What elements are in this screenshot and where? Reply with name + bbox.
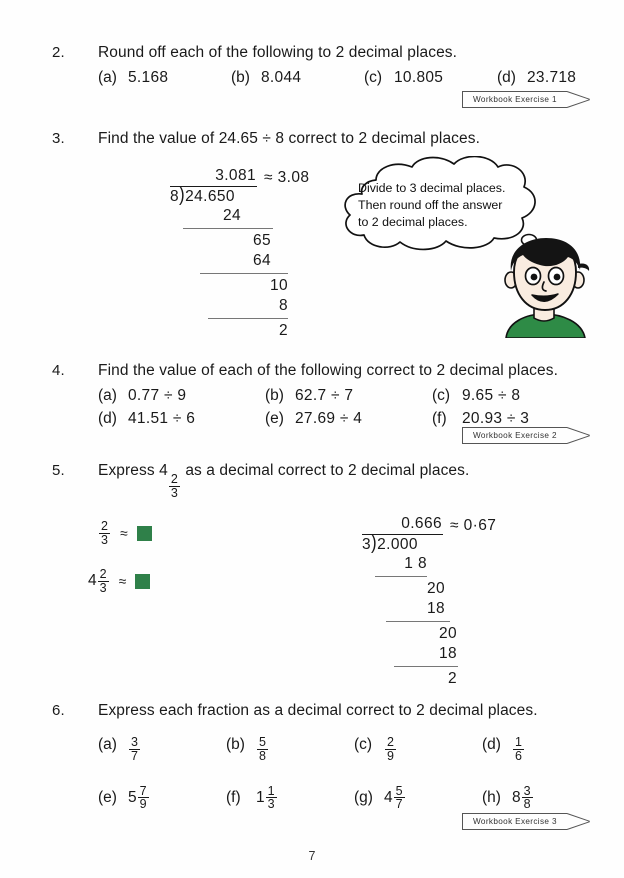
division-step-3: 18 <box>426 600 445 617</box>
fraction-denominator: 3 <box>267 797 275 812</box>
problem-6-number: 6. <box>52 702 65 719</box>
problem-5-prompt-fraction <box>169 473 180 500</box>
item-value: 10.805 <box>394 69 444 86</box>
equation-fraction <box>99 520 110 547</box>
problem-5 <box>52 462 600 500</box>
boy-illustration <box>492 238 600 338</box>
division-rule-2 <box>200 270 288 274</box>
fraction-numerator: 2 <box>101 519 108 533</box>
fraction-numerator: 1 <box>267 783 275 798</box>
quotient-rounded <box>450 517 496 535</box>
item-label: (a) <box>98 736 117 754</box>
item-value <box>128 736 141 763</box>
fraction-denominator: 3 <box>170 485 178 500</box>
problem-3-prompt: Find the value of 24.65 ÷ 8 correct to 2 decimal places. <box>98 130 481 147</box>
approx-symbol: ≈ <box>450 517 459 534</box>
problem-6-item-b <box>226 736 354 763</box>
division-step-5: 8 <box>278 297 288 314</box>
division-rule-3 <box>208 315 288 319</box>
item-label: (b) <box>265 387 284 404</box>
rounded-value: 3.08 <box>277 169 310 186</box>
problem-2-item-c <box>364 69 497 87</box>
item-value <box>512 736 525 763</box>
problem-4-item-c <box>432 387 520 405</box>
problem-4 <box>52 362 600 428</box>
problem-4-item-a <box>98 387 265 405</box>
item-label: (h) <box>482 788 501 806</box>
fraction-denominator: 3 <box>101 532 108 547</box>
item-label: (a) <box>98 69 117 86</box>
item-value <box>384 785 406 812</box>
problem-5-equation-1 <box>98 520 152 547</box>
problem-2 <box>52 44 600 87</box>
division-step-1: 1 8 <box>404 555 427 572</box>
workbook-exercise-banner-1 <box>462 91 589 108</box>
problem-6-item-c <box>354 736 482 763</box>
dividend-value: 2.000 <box>377 536 418 553</box>
problem-5-prompt-after: as a decimal correct to 2 decimal places. <box>185 462 470 479</box>
banner-arrow-icon <box>567 91 589 108</box>
problem-2-number: 2. <box>52 44 65 61</box>
problem-6-items-row-1 <box>98 736 600 763</box>
fraction-denominator: 8 <box>259 748 266 763</box>
division-step-5: 18 <box>438 645 457 662</box>
quotient-value: 3.081 <box>170 167 257 187</box>
problem-5-equation-2 <box>88 568 150 595</box>
item-fraction <box>138 785 149 812</box>
division-step-2: 20 <box>426 580 445 597</box>
item-fraction <box>257 736 268 763</box>
page-number: 7 <box>308 849 316 863</box>
problem-2-item-d <box>497 69 576 87</box>
item-label: (d) <box>497 69 516 86</box>
item-fraction <box>522 785 533 812</box>
item-value: 5.168 <box>128 69 169 86</box>
item-value: 23.718 <box>527 69 577 86</box>
divisor-value: 3 <box>362 536 372 553</box>
fraction-numerator: 2 <box>387 735 394 749</box>
fraction-numerator: 2 <box>99 567 107 581</box>
problem-5-number: 5. <box>52 462 65 479</box>
item-label: (c) <box>364 69 383 86</box>
problem-6-item-f <box>226 785 354 812</box>
item-label: (e) <box>98 788 117 806</box>
item-label: (a) <box>98 387 117 404</box>
problem-3 <box>52 130 600 148</box>
division-rule-2 <box>386 618 450 622</box>
item-fraction <box>266 785 277 812</box>
item-value <box>256 736 269 763</box>
problem-3-number: 3. <box>52 130 65 147</box>
fraction-denominator: 7 <box>131 748 138 763</box>
problem-2-item-b <box>231 69 364 87</box>
answer-blank-2[interactable] <box>135 574 150 589</box>
fraction-numerator: 2 <box>170 472 178 487</box>
fraction-denominator: 8 <box>523 797 531 812</box>
problem-4-item-e <box>265 410 432 428</box>
item-label: (g) <box>354 788 373 806</box>
equation-fraction <box>98 568 109 595</box>
banner-label: Workbook Exercise 2 <box>462 427 567 444</box>
problem-5-prompt-before: Express 4 <box>98 462 168 479</box>
problem-4-item-f <box>432 410 529 428</box>
approx-symbol: ≈ <box>119 525 128 542</box>
problem-6 <box>52 702 600 811</box>
problem-4-number: 4. <box>52 362 65 379</box>
mixed-whole: 1 <box>256 788 265 806</box>
division-step-4: 10 <box>269 277 288 294</box>
banner-arrow-icon <box>567 813 589 830</box>
item-label: (d) <box>482 736 501 754</box>
item-fraction <box>129 736 140 763</box>
answer-blank-1[interactable] <box>137 526 152 541</box>
banner-label: Workbook Exercise 1 <box>462 91 567 108</box>
problem-4-item-d <box>98 410 265 428</box>
dividend-value: 24.650 <box>185 188 235 205</box>
item-value <box>256 785 278 812</box>
item-value <box>128 785 150 812</box>
item-value <box>384 736 397 763</box>
problem-6-prompt: Express each fraction as a decimal correct to 2 decimal places. <box>98 702 538 719</box>
item-label: (e) <box>265 410 284 427</box>
fraction-denominator: 3 <box>99 580 107 595</box>
division-rule-1 <box>375 573 427 577</box>
fraction-numerator: 3 <box>523 783 531 798</box>
item-label: (f) <box>432 410 447 427</box>
item-value: 62.7 ÷ 7 <box>295 387 354 404</box>
division-dividend-row <box>170 183 309 206</box>
division-step-1: 24 <box>222 207 241 224</box>
item-label: (b) <box>226 736 245 754</box>
long-division-q3 <box>170 167 309 340</box>
item-value: 27.69 ÷ 4 <box>295 410 363 427</box>
division-step-3: 64 <box>252 252 271 269</box>
problem-6-items-row-2 <box>98 785 600 812</box>
division-step-4: 20 <box>438 625 457 642</box>
problem-4-prompt: Find the value of each of the following correct to 2 decimal places. <box>98 362 558 379</box>
mixed-whole: 4 <box>88 572 97 590</box>
item-value <box>512 785 534 812</box>
item-value: 0.77 ÷ 9 <box>128 387 187 404</box>
problem-2-prompt: Round off each of the following to 2 decimal places. <box>98 44 458 61</box>
division-step-2: 65 <box>252 232 271 249</box>
item-value: 41.51 ÷ 6 <box>128 410 196 427</box>
division-rule-1 <box>183 225 273 229</box>
division-quotient-row <box>170 167 309 187</box>
division-bracket-icon: ) <box>179 183 186 206</box>
fraction-denominator: 6 <box>515 748 522 763</box>
item-label: (b) <box>231 69 250 86</box>
workbook-exercise-banner-2 <box>462 427 589 444</box>
problem-2-items <box>98 69 600 87</box>
problem-2-item-a <box>98 69 231 87</box>
workbook-exercise-banner-3 <box>462 813 589 830</box>
division-bracket-icon: ) <box>371 531 378 554</box>
fraction-denominator: 7 <box>395 797 403 812</box>
long-division-q5 <box>362 515 496 688</box>
item-fraction <box>385 736 396 763</box>
fraction-numerator: 1 <box>515 735 522 749</box>
item-fraction <box>394 785 405 812</box>
problem-6-item-d <box>482 736 525 763</box>
bubble-line-3: to 2 decimal places. <box>358 215 468 229</box>
fraction-numerator: 5 <box>395 783 403 798</box>
fraction-numerator: 7 <box>139 783 147 798</box>
division-dividend-row <box>362 531 496 554</box>
bubble-line-1: Divide to 3 decimal places. <box>358 181 506 195</box>
item-fraction <box>513 736 524 763</box>
divisor-value: 8 <box>170 188 180 205</box>
quotient-value: 0.666 <box>362 515 443 535</box>
approx-symbol: ≈ <box>118 573 127 590</box>
bubble-line-2: Then round off the answer <box>358 198 503 212</box>
approx-symbol: ≈ <box>264 169 273 186</box>
problem-6-item-h <box>482 785 534 812</box>
problem-5-prompt <box>98 462 600 500</box>
problem-4-items-row-1 <box>98 387 600 405</box>
item-label: (c) <box>354 736 373 754</box>
item-label: (d) <box>98 410 117 427</box>
fraction-numerator: 5 <box>259 735 266 749</box>
fraction-denominator: 9 <box>139 797 147 812</box>
boy-thinking-icon <box>492 238 600 338</box>
mixed-whole: 4 <box>384 788 393 806</box>
fraction-denominator: 9 <box>387 748 394 763</box>
problem-6-item-a <box>98 736 226 763</box>
mixed-whole: 8 <box>512 788 521 806</box>
division-remainder: 2 <box>447 670 457 687</box>
fraction-numerator: 3 <box>131 735 138 749</box>
division-quotient-row <box>362 515 496 535</box>
problem-4-item-b <box>265 387 432 405</box>
problem-6-item-g <box>354 785 482 812</box>
item-label: (f) <box>226 788 241 806</box>
item-value: 20.93 ÷ 3 <box>462 410 530 427</box>
equation-mixed-number <box>88 568 110 595</box>
mixed-whole: 5 <box>128 788 137 806</box>
banner-label: Workbook Exercise 3 <box>462 813 567 830</box>
banner-arrow-icon <box>567 427 589 444</box>
item-label: (c) <box>432 387 451 404</box>
item-value: 9.65 ÷ 8 <box>462 387 521 404</box>
item-value: 8.044 <box>261 69 302 86</box>
rounded-value: 0·67 <box>463 517 497 534</box>
quotient-rounded <box>264 169 309 187</box>
problem-6-item-e <box>98 785 226 812</box>
problem-4-items-row-2 <box>98 410 600 428</box>
division-remainder: 2 <box>278 322 288 339</box>
division-rule-3 <box>394 663 458 667</box>
